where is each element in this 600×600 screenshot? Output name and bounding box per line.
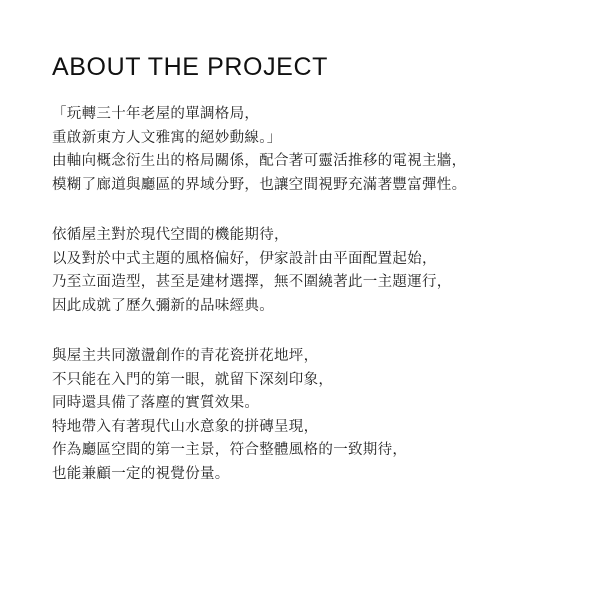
paragraph-flooring [52,345,560,486]
paragraph-line: 「玩轉三十年老屋的單調格局， [52,106,260,122]
paragraph-line: 以及對於中式主題的風格偏好，伊家設計由平面配置起始， [52,250,437,267]
paragraph-line: 作為廳區空間的第一主景，符合整體風格的一致期待， [52,442,408,458]
paragraph-line: 與屋主共同激盪創作的青花瓷拼花地坪， [52,348,319,364]
paragraph-line: 不只能在入門的第一眼，就留下深刻印象， [52,371,334,388]
paragraph-line: 特地帶入有著現代山水意象的拼磚呈現， [52,418,319,435]
paragraph-line: 由軸向概念衍生出的格局關係，配合著可靈活推移的電視主牆， [52,153,467,169]
paragraph-line: 模糊了廊道與廳區的界域分野，也讓空間視野充滿著豐富彈性。 [52,176,467,193]
paragraph-line: 乃至立面造型，甚至是建材選擇，無不圍繞著此一主題運行， [52,274,452,290]
paragraph-intro [52,103,560,197]
paragraph-line: 也能兼顧一定的視覺份量。 [52,465,230,482]
page-title: ABOUT THE PROJECT [52,53,328,81]
paragraph-line: 同時還具備了落塵的實質效果。 [52,395,260,411]
paragraph-line: 因此成就了歷久彌新的品味經典。 [52,297,274,314]
paragraph-design [52,224,560,318]
paragraph-line: 依循屋主對於現代空間的機能期待， [52,227,289,243]
paragraph-line: 重啟新東方人文雅寓的絕妙動線。」 [52,129,282,146]
